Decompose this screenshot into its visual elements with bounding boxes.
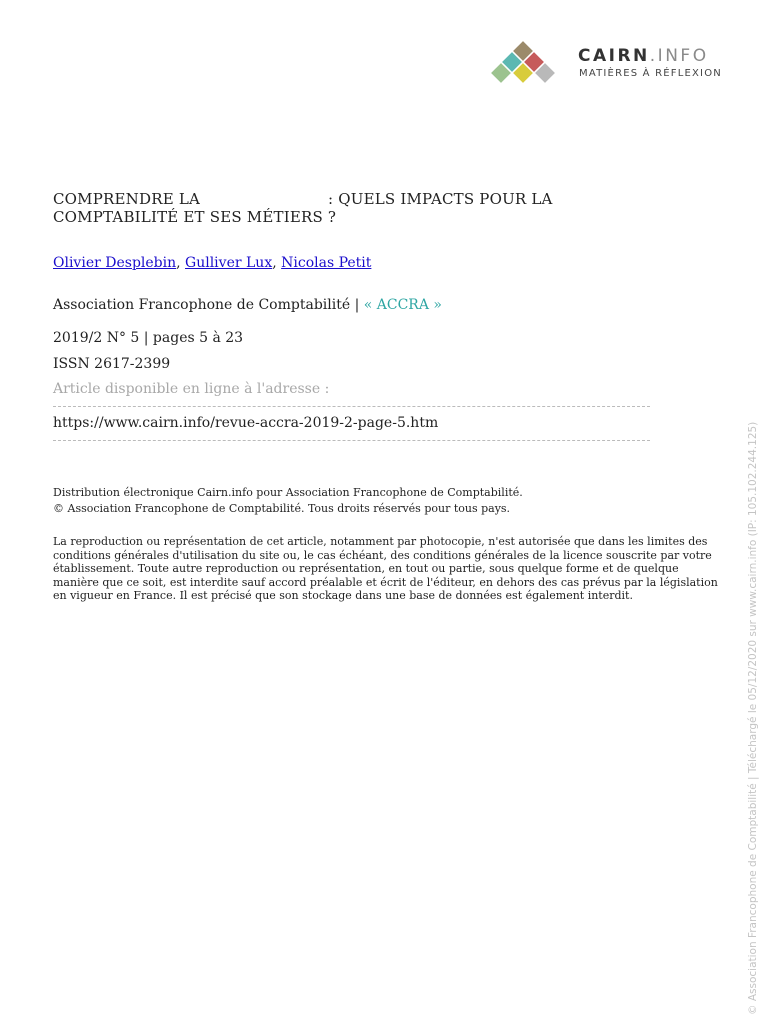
- article-url[interactable]: https://www.cairn.info/revue-accra-2019-2-page-5.htm: [53, 415, 439, 431]
- publisher-name: Association Francophone de Comptabilité: [53, 297, 351, 313]
- journal-name[interactable]: « ACCRA »: [363, 297, 442, 313]
- article-title: [53, 190, 653, 226]
- author-link[interactable]: Nicolas Petit: [281, 255, 372, 271]
- legal-notice: La reproduction ou représentation de cet article, notamment par photocopie, n'est autorisée que dans les limites des conditions générales d'utilisation du site ou, le cas échéant, des conditions générales de la licence souscrite par votre établissement. Toute autre reproduction ou représentation, en tout ou partie, sous quelque forme et de quelque manière que ce soit, est interdite sauf accord préalable et écrit de l'éditeur, en dehors des cas prévus par la législation en vigueur en France. Il est précisé que son stockage dans une base de données est également interdit.: [53, 535, 718, 603]
- article-title-part1: COMPRENDRE LA: [53, 190, 201, 208]
- author-link[interactable]: Olivier Desplebin: [53, 255, 177, 271]
- author-link[interactable]: Gulliver Lux: [185, 255, 273, 271]
- publisher-line: [53, 297, 442, 313]
- availability-label: Article disponible en ligne à l'adresse :: [53, 381, 330, 397]
- distribution-notice: [53, 485, 523, 517]
- copyright-line: © Association Francophone de Comptabilité. Tous droits réservés pour tous pays.: [53, 502, 511, 515]
- author-separator: ,: [272, 255, 282, 271]
- issn: ISSN 2617-2399: [53, 356, 171, 372]
- logo-brand-suffix: .INFO: [649, 46, 709, 66]
- cairn-logo[interactable]: [488, 40, 728, 90]
- author-list: [53, 255, 371, 271]
- cairn-logo-mark-icon: [488, 40, 570, 90]
- download-watermark: © Association Francophone de Comptabilité | Téléchargé le 05/12/2020 sur www.cairn.info (IP: 105.102.244.125): [747, 421, 759, 1015]
- article-title-part2: : QUELS IMPACTS POUR LA COMPTABILITÉ ET SES MÉTIERS ?: [53, 190, 553, 226]
- distribution-line: Distribution électronique Cairn.info pour Association Francophone de Comptabilité.: [53, 486, 523, 499]
- logo-tagline: MATIÈRES À RÉFLEXION: [579, 68, 722, 79]
- dashed-divider-top: [53, 406, 650, 407]
- publisher-separator: |: [350, 297, 364, 313]
- author-separator: ,: [176, 255, 186, 271]
- issue-info: 2019/2 N° 5 | pages 5 à 23: [53, 330, 244, 346]
- dashed-divider-bottom: [53, 440, 650, 441]
- logo-brand-main: CAIRN: [578, 46, 650, 66]
- logo-wordmark: [578, 46, 709, 66]
